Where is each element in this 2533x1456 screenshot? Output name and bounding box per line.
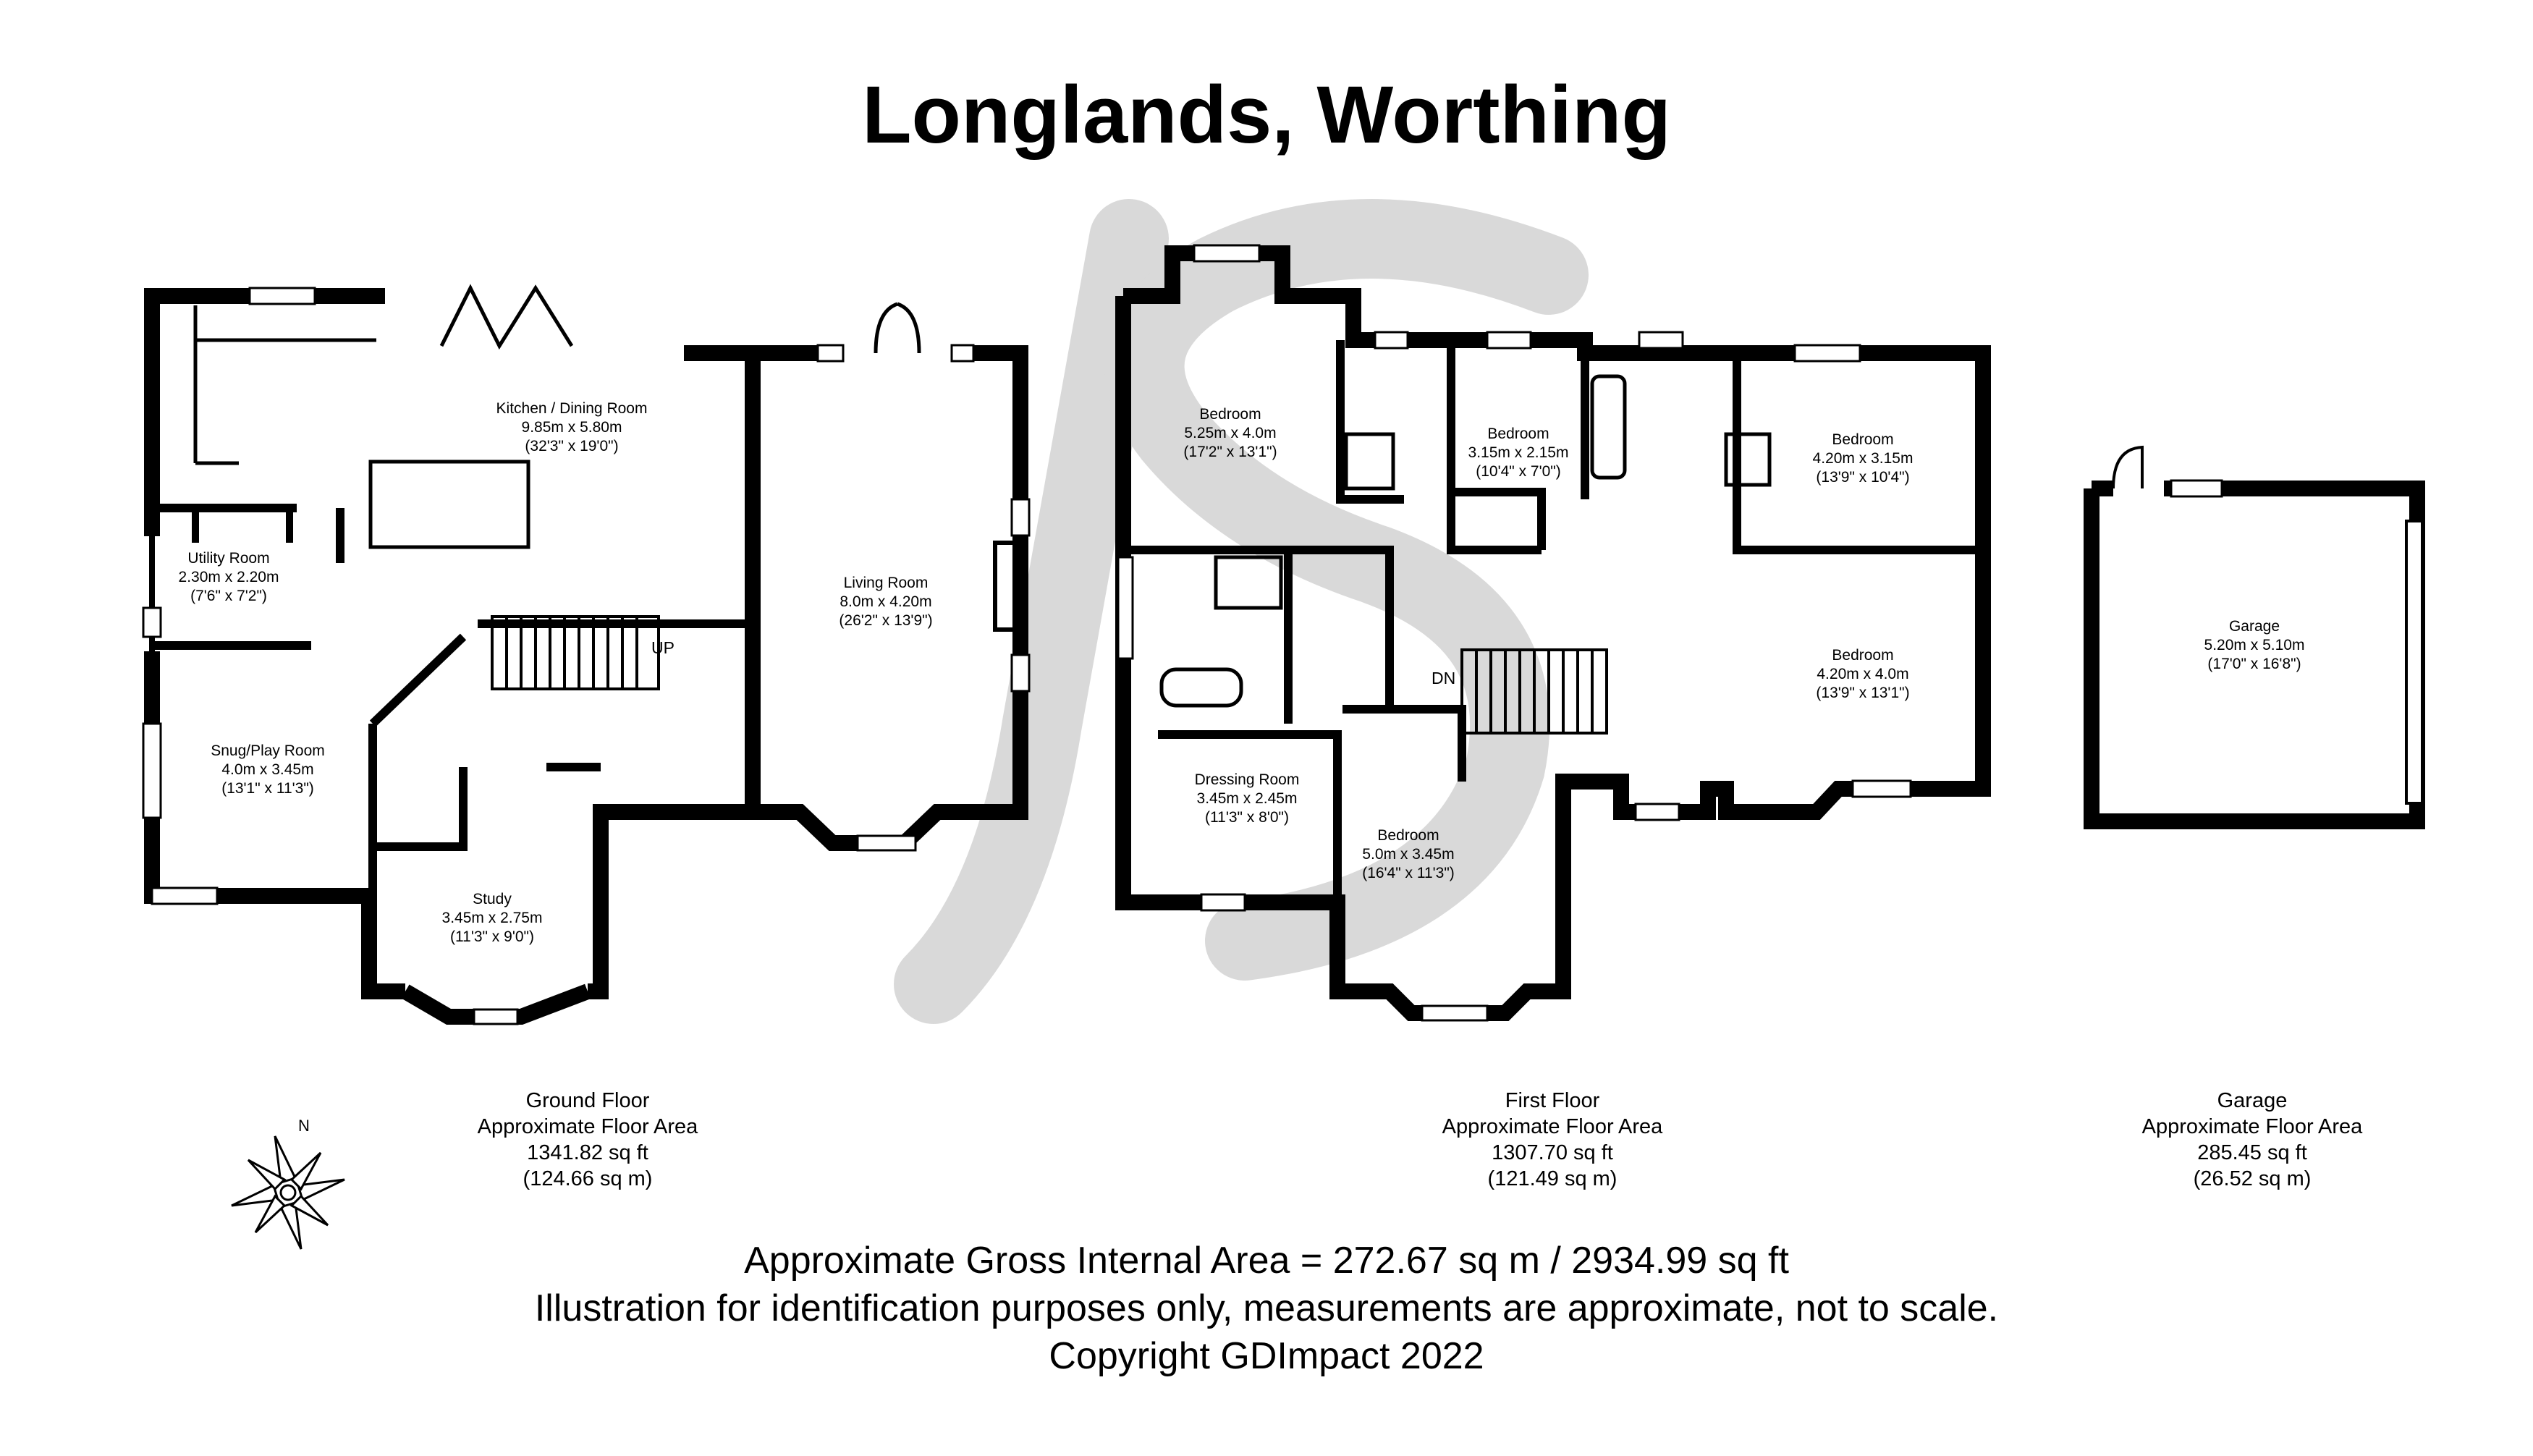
room-imperial: (32'3" x 19'0") [525,438,619,454]
first-floor-outline [1123,253,1983,1013]
room-name: Garage [2228,618,2280,635]
room-metric: 3.45m x 2.45m [1196,790,1298,807]
room-label-bedroom-2 [1468,425,1569,481]
floor-name: First Floor [1505,1089,1600,1112]
room-metric: 4.20m x 4.0m [1817,666,1909,682]
floor-area-sqm: (26.52 sq m) [2193,1167,2312,1190]
floor-area-label: Approximate Floor Area [2141,1115,2363,1138]
room-name: Living Room [843,575,929,591]
garage-area [2142,1088,2363,1192]
room-name: Bedroom [1832,647,1894,664]
disclaimer-text: Illustration for identification purposes only, measurements are approximate, not to scale. [534,1287,1999,1329]
room-imperial: (17'0" x 16'8") [2207,656,2301,672]
room-metric: 9.85m x 5.80m [521,419,622,436]
stairs-down-label: DN [1432,669,1456,687]
ground-floor-area [478,1088,698,1192]
room-name: Snug/Play Room [211,742,325,759]
room-label-dressing [1195,771,1300,827]
floor-area-label: Approximate Floor Area [477,1115,698,1138]
room-imperial: (16'4" x 11'3") [1362,865,1455,881]
room-name: Kitchen / Dining Room [496,400,648,417]
floor-name: Ground Floor [525,1089,650,1112]
room-name: Dressing Room [1194,771,1300,788]
room-imperial: (13'9" x 10'4") [1816,469,1910,486]
floor-area-label: Approximate Floor Area [1442,1115,1663,1138]
floor-area-sqft: 285.45 sq ft [2197,1141,2307,1164]
copyright-text: Copyright GDImpact 2022 [1049,1335,1484,1377]
room-name: Bedroom [1487,426,1549,442]
room-label-bedroom-3 [1813,431,1914,487]
compass-north-label: N [298,1117,310,1135]
room-name: Study [473,891,512,907]
room-label-bedroom-4 [1816,646,1909,703]
floor-name: Garage [2217,1089,2288,1112]
compass-rose [232,1136,344,1249]
room-metric: 5.0m x 3.45m [1362,846,1455,863]
room-imperial: (10'4" x 7'0") [1476,463,1561,480]
room-imperial: (26'2" x 13'9") [839,612,933,629]
floor-area-sqft: 1341.82 sq ft [527,1141,648,1164]
room-label-snug [211,742,325,798]
room-label-living [839,574,932,630]
room-metric: 3.45m x 2.75m [441,910,543,926]
floor-area-sqm: (121.49 sq m) [1487,1167,1618,1190]
room-label-utility [179,549,279,606]
floor-area-sqm: (124.66 sq m) [523,1167,653,1190]
floor-area-sqft: 1307.70 sq ft [1492,1141,1613,1164]
room-metric: 5.25m x 4.0m [1184,425,1277,441]
room-metric: 3.15m x 2.15m [1468,444,1569,461]
first-floor-area [1442,1088,1663,1192]
room-name: Bedroom [1377,827,1439,844]
room-name: Bedroom [1832,431,1894,448]
room-imperial: (11'3" x 8'0") [1205,809,1289,826]
room-imperial: (17'2" x 13'1") [1183,444,1277,460]
room-label-kitchen [496,399,648,456]
room-metric: 2.30m x 2.20m [178,569,279,585]
property-title: Longlands, Worthing [862,69,1671,160]
room-metric: 8.0m x 4.20m [840,593,932,610]
room-metric: 4.20m x 3.15m [1812,450,1914,467]
room-imperial: (13'9" x 13'1") [1816,685,1910,701]
room-label-study [442,890,543,947]
kitchen-island [371,462,528,547]
stairs-up-label: UP [651,638,675,657]
room-label-bedroom-5 [1362,826,1455,883]
room-metric: 4.0m x 3.45m [221,761,314,778]
room-metric: 5.20m x 5.10m [2204,637,2305,653]
room-label-garage [2204,617,2305,674]
room-imperial: (7'6" x 7'2") [190,588,267,604]
room-imperial: (11'3" x 9'0") [450,928,534,945]
room-imperial: (13'1" x 11'3") [221,780,314,797]
room-name: Bedroom [1199,406,1261,423]
gross-internal-area: Approximate Gross Internal Area = 272.67 sq m / 2934.99 sq ft [744,1240,1789,1282]
room-label-bedroom-1 [1183,405,1277,462]
room-name: Utility Room [187,550,270,567]
